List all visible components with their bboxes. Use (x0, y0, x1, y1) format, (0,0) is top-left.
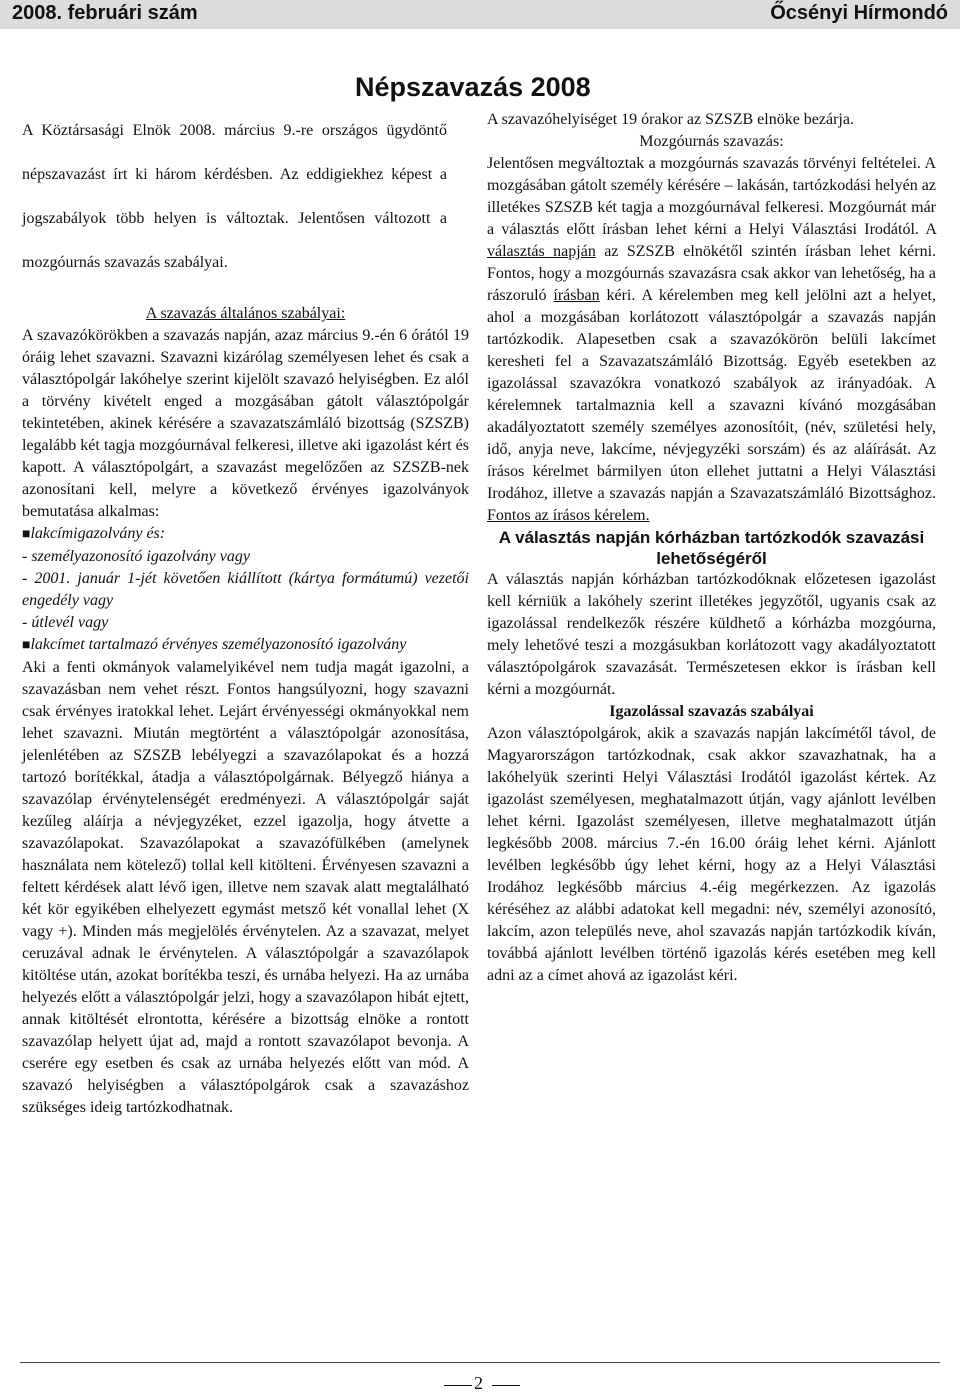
mobile-box-heading: Mozgóurnás szavazás: (639, 133, 784, 150)
bullet-icon: ■ (22, 638, 31, 653)
mobile-box-paragraph: Jelentősen megváltoztak a mozgóurnás szavazás törvényi feltételei. A mozgásában gátolt személy kérésére – lakásán, tartózkodási helyén az illetékes SZSZB két tagja a mozgóurnával felkeresi. Mozgóurnát már a választás előtt írásban lehet kérni a Helyi Választási Irodától. A választás napján az SZSZB elnökétől szintén írásban lehet kérni. Fontos, hogy a mozgóurnás szavazásra csak akkor van lehetőség, ha a rászoruló írásban kéri. A kérelemben meg kell jelölni azt a helyet, ahol a mozgásában korlátozott választópolgár a szavazás napján tartózkodik. Alapesetben csak a szavazókörön belüli lakcímet keresheti fel a Szavazatszámláló Bizottság. Egyéb esetekben az igazolással szavazókra vonatkozó szabályok az irányadóak. A kérelemnek tartalmaznia kell a szavazni kívánó mozgásában akadályoztatott személy személyes azonosítóit, (név, születési hely, idő, anyja neve, lakcíme, névjegyzéki sorszám) és az aláírását. Az írásos kérelmet bármilyen úton ellehet juttatni a Helyi Választási Irodához, illetve a szavazás napján a Szavazatszámláló Bizottsághoz. Fontos az írásos kérelem. (487, 155, 937, 524)
right-column (487, 109, 936, 987)
article-title: Népszavazás 2008 (355, 72, 591, 102)
certificate-paragraph: Azon választópolgárok, akik a szavazás napján lakcímétől távol, de Magyarországon tartózkodnak, csak akkor szavazhatnak, ha a lakóhelyük szerinti Helyi Választási Irodától igazolást kértek. Az igazolást személyesen, meghatalmazott útján, vagy ajánlott levélben lehet kérni. Igazolást személyesen, illetve meghatalmazott útján legkésőbb 2008. március 7.-én 16.00 óráig lehet kérni. Ajánlott levélben legkésőbb úgy lehet kérni, hogy az a Helyi Választási Irodához legkésőbb március 4.-éig megérkezzen. Az igazolás kéréséhez az alábbi adatokat kell megadni: név, személyi azonosító, lakcím, azon település neve, ahol szavazás napján tartózkodik kíván, továbbá ajánlott levélben történő igazolás kérés esetében meg kell adni az a címet ahová az igazolást kéri. (487, 725, 936, 984)
id-list-item: ■lakcímigazolvány és: (22, 525, 166, 542)
issue-date: 2008. februári szám (12, 2, 198, 24)
bullet-icon: ■ (22, 527, 31, 542)
certificate-heading: Igazolással szavazás szabályai (609, 703, 814, 720)
procedure-paragraph: Aki a fenti okmányok valamelyikével nem tudja magát igazolni, a szavazásban nem vehet részt. Fontos hangsúlyozni, hogy szavazni csak érvényes iratokkal lehet. Lejárt érvényességi okmányokkal nem lehet szavazni. Miután megtörtént a választópolgár azonosítása, jelenlétében az SZSZB lebélyegzi a szavazólapokat és a hozzá tartozó borítékkal, átadja a választópolgárnak. Bélyegző hiánya a szavazólap érvénytelenségét eredményezi. A választópolgár saját kezűleg aláírja a névjegyzéket, ezzel igazolja, hogy átvette a szavazólapokat. Szavazólapokat a szavazófülkében (amelynek használata nem kötelező) tollal kell kitölteni. Érvényesen szavazni a feltett kérdések alatt lévő igen, illetve nem szavak alatt megtalálható két kör egyikében elhelyezett egymást metsző két vonallal lehet (X vagy +). Minden más megjelölés érvénytelen. Az a szavazat, melyet ceruzával adnak le érvénytelen. A választópolgár a szavazólapok kitöltése után, azokat borítékba teszi, és urnába helyezi. Ha az urnába helyezés előtt a választópolgár jelzi, hogy a szavazólapon hibát ejtett, annak kitöltését elrontotta, kérésére a bizottság elnöke a rontott szavazólap helyett újat ad, majd a rontott szavazólapot bevonja. A cserére egy esetben és csak az urnába helyezés előtt van mód. A szavazó helyiségben a választópolgárok csak a szavazáshoz szükséges ideig tartózkodhatnak. (22, 659, 469, 1116)
left-column (22, 109, 469, 1119)
id-list-item: - útlevél vagy (22, 614, 109, 631)
footer-rule (20, 1362, 940, 1363)
id-list-item: - 2001. január 1-jét követően kiállított (kártya formátumú) vezetői engedély vagy (22, 570, 469, 609)
id-list-item: - személyazonosító igazolvány vagy (22, 548, 250, 565)
general-rules-heading: A szavazás általános szabályai: (145, 305, 346, 322)
general-rules-paragraph: A szavazókörökben a szavazás napján, azaz március 9.-én 6 órától 19 óráig lehet szavazni. Szavazni kizárólag személyesen lehet és csak a választópolgár lakóhelye szerint kijelölt szavazó helyiségben. Ez alól a törvény kivételt enged a mozgásában gátolt választópolgár tekintetében, akinek kérésére a szavazatszámláló bizottság (SZSZB) legalább két tagja mozgóurnával felkeresi, illetve aki igazolást kért és kapott. A választópolgárt, a szavazást megelőzően az SZSZB-nek azonosítani kell, melyre a következő érvényes igazolványok bemutatása alkalmas: (22, 327, 469, 520)
page-number: 2 (474, 1373, 483, 1393)
hospital-heading: A választás napján kórházban tartózkodók szavazási lehetőségéről (498, 528, 925, 568)
closing-paragraph: A szavazóhelyiséget 19 órakor az SZSZB elnöke bezárja. (487, 111, 854, 128)
footer-dash-left (444, 1385, 472, 1386)
page-header (0, 0, 960, 29)
intro-paragraph: A Köztársasági Elnök 2008. március 9.-re országos ügydöntő népszavazást írt ki három kérdésben. Az eddigiekhez képest a jogszabályok több helyen is változtak. Jelentősen változott a mozgóurnás szavazás szabályai. (22, 122, 447, 271)
publication-name: Őcsényi Hírmondó (770, 2, 948, 24)
page-footer (0, 1357, 960, 1395)
footer-dash-right (492, 1385, 520, 1386)
hospital-paragraph: A választás napján kórházban tartózkodóknak előzetesen igazolást kell kérniük a lakóhely szerint illetékes jegyzőtől, ugyanis csak az igazolással rendelkezők részére küldhető a kórházba mozgóurna, mely lehetővé teszi a mozgásukban korlátozott vagy akadályoztatott választópolgárok szavazását. Természetesen ekkor is írásban kell kérni a mozgóurnát. (487, 571, 936, 698)
id-list-item: ■lakcímet tartalmazó érvényes személyazonosító igazolvány (22, 636, 407, 653)
